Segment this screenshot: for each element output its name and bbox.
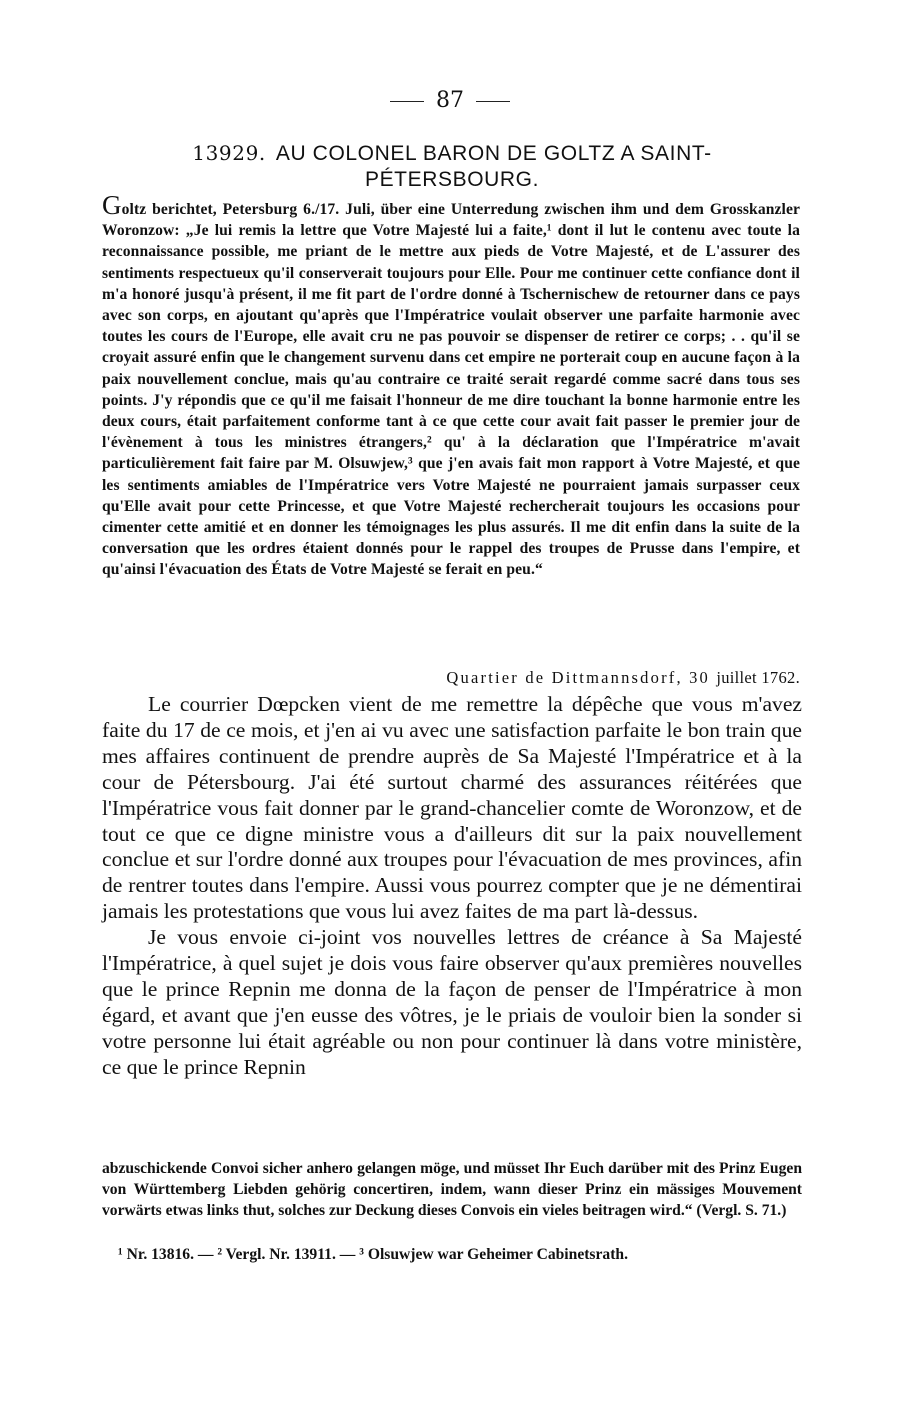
letter-body — [102, 692, 802, 1081]
dateline-place: Quartier de Dittmannsdorf, 30 — [446, 668, 711, 687]
dateline — [357, 668, 800, 688]
page-number-dash-left — [390, 101, 424, 102]
heading-title-line-2: PÉTERSBOURG. — [364, 168, 540, 191]
letter-paragraph-2: Je vous envoie ci-joint vos nouvelles lettres de créance à Sa Majesté l'Impératrice, à quel sujet je dois vous faire observer qu'aux premières nouvelles que le prince Repnin me donna de la façon de penser de l'Impératrice à mon égard, et avant que j'en eusse des vôtres, je le priais de vouloir bien la sonder si votre personne lui était agréable ou non pour continuer là dans votre ministère, ce que le prince Repnin — [102, 925, 802, 1079]
page-number-dash-right — [476, 101, 510, 102]
letter-paragraph-1: Le courrier Dœpcken vient de me remettre la dépêche que vous m'avez faite du 17 de ce mois, et j'en ai vu avec une satisfaction parfaite le bon train que mes affaires continuent de prendre auprès de Sa Majesté l'Impératrice et à la cour de Pétersbourg. J'ai été surtout charmé des assurances réitérées que l'Impératrice vous fait donner par le grand-chancelier comte de Woronzow, et de tout ce que ce digne ministre vous a d'ailleurs dit sur la paix nouvellement conclue et sur l'ordre donné aux troupes pour l'évacuation de mes provinces, afin de rentrer toutes dans l'empire. Aussi vous pourrez compter que je ne démentirai jamais les protestations que vous lui avez faites de ma part là-dessus. — [102, 692, 802, 924]
letter-number: 13929. — [192, 141, 266, 165]
page-number — [0, 88, 900, 113]
report-initial: G — [102, 190, 122, 220]
footnote-continuation — [102, 1158, 802, 1222]
dateline-date: juillet 1762. — [716, 668, 800, 687]
heading-title-line-1: AU COLONEL BARON DE GOLTZ A SAINT- — [275, 142, 712, 165]
report-summary — [102, 190, 800, 581]
heading-line-1 — [102, 140, 802, 167]
footnotes — [102, 1244, 802, 1265]
footnote-continuation-text: abzuschickende Convoi sicher anhero gelangen möge, und müsset Ihr Euch darüber mit des Prinz Eugen von Württemberg Liebden gehörig concertiren, indem, wann dieser Prinz ein mässiges Mouvement vorwärts etwas links thut, solches zur Deckung dieses Convois ein vieles beitragen wird.“ (Vergl. S. 71.) — [102, 1160, 802, 1220]
letter-heading — [102, 140, 802, 193]
footnotes-text: ¹ Nr. 13816. — ² Vergl. Nr. 13911. — ³ Olsuwjew war Geheimer Cabinetsrath. — [118, 1246, 628, 1263]
report-paragraph — [102, 190, 800, 581]
report-text: oltz berichtet, Petersburg 6./17. Juli, über eine Unterredung zwischen ihm und dem Grosskanzler Woronzow: „Je lui remis la lettre que Votre Majesté lui a faite,¹ dont il lut le contenu avec toute la reconnaissance possible, me priant de le mettre aux pieds de Votre Majesté, et de L'assurer des sentiments respectueux qu'il conserverait toujours pour Elle. Pour me continuer cette confiance dont il m'a honoré jusqu'à présent, il me fit part de l'ordre donné à Tschernischew de retourner dans ce pays avec son corps, en ajoutant qu'après que l'Impératrice voulait observer une parfaite harmonie avec toutes les cours de l'Europe, elle avait cru ne pas pouvoir se dispenser de retirer ce corps; . . qu'il se croyait assuré enfin que le changement survenu dans cet empire ne porterait coup en aucune façon à la paix nouvellement conclue, mais qu'au contraire ce traité serait regardé comme sacré dans tous ses points. J'y répondis que ce qu'il me faisait l'honneur de me dire touchant la bonne harmonie entre les deux cours, était parfaitement conforme tant à ce que cette cour avait fait passer le premier jour de l'évènement à tous les ministres étrangers,² qu' à la déclaration que l'Impératrice m'avait particulièrement fait faire par M. Olsuwjew,³ que j'en avais fait mon rapport à Votre Majesté, et que les sentiments amiables de l'Impératrice vers Votre Majesté ne pourraient jamais surpasser ceux qu'Elle avait pour cette Princesse, et que Votre Majesté rechercherait toujours les occasions pour cimenter cette amitié et en donner les témoignages les plus assurés. Il me dit enfin dans la suite de la conversation que les ordres étaient donnés pour le rappel des troupes de Prusse dans l'empire, et qu'ainsi l'évacuation des États de Votre Majesté se ferait en peu.“ — [102, 201, 800, 579]
page-number-text: 87 — [436, 88, 464, 113]
